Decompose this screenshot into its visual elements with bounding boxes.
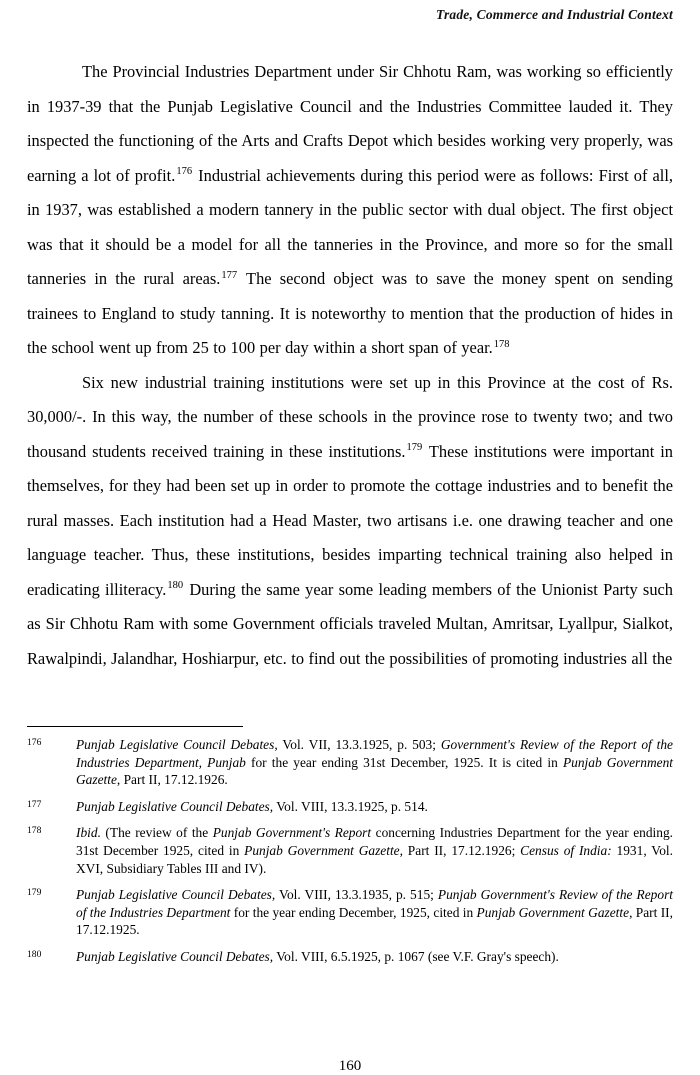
footnote-number: 178 (27, 825, 42, 837)
footnote-marker: 176 (176, 166, 193, 178)
footnote-item (27, 798, 673, 816)
footnote-list (27, 736, 673, 966)
footnote-text: Punjab Legislative Council Debates, Vol. VIII, 6.5.1925, p. 1067 (see V.F. Gray's speech). (76, 948, 559, 964)
cited-title: Census of India: (520, 842, 612, 858)
footnote-item (27, 948, 673, 966)
body-paragraph: Six new industrial training institutions were set up in this Province at the cost of Rs. 30,000/-. In this way, the number of these schools in the province rose to twenty two; and two thousand students received training in these institutions.$^{179}$ These institutions were important in themselves, for they had been set up in order to promote the cottage industries and to benefit the rural masses. Each institution had a Head Master, two artisans i.e. one drawing teacher and one language teacher. Thus, these institutions, besides imparting technical training also helped in eradicating illiteracy.$^{180}$ During the same year some leading members of the Unionist Party such as Sir Chhotu Ram with some Government officials traveled Multan, Amritsar, Lyallpur, Sialkot, Rawalpindi, Jalandhar, Hoshiarpur, etc. to find out the possibilities of promoting industries all the (27, 372, 674, 668)
footnote-text: Punjab Legislative Council Debates, Vol. VII, 13.3.1925, p. 503; Government's Review of the Report of the Industries Department, Punjab for the year ending 31st December, 1925. It is cited in Punjab Government Gazette, Part II, 17.12.1926. (76, 737, 673, 788)
cited-title: Punjab Government Gazette (76, 754, 673, 788)
cited-title: Punjab Government's Review of the Report of the Industries Department (76, 887, 673, 920)
cited-title: Government's Review of the Report of the Industries Department, Punjab (76, 737, 673, 770)
paragraph-list (27, 55, 673, 676)
footnote-number: 176 (27, 737, 42, 748)
footnote-separator-rule (27, 726, 243, 727)
body-paragraph: The Provincial Industries Department under Sir Chhotu Ram, was working so efficiently in 1937-39 that the Punjab Legislative Council and the Industries Committee lauded it. They inspected the functioning of the Arts and Crafts Depot which besides working very properly, was earning a lot of profit.$^{176}$ Industrial achievements during this period were as follows: First of all, in 1937, was established a modern tannery in the public sector with dual object. The first object was that it should be a model for all the tanneries in the Province, and more so for the small tanneries in the rural areas.$^{177}$ The second object was to save the money spent on sending trainees to England to study tanning. It is noteworthy to mention that the production of hides in the school went up from 25 to 100 per day within a short span of year.$^{178}$ (27, 62, 673, 357)
page-number: 160 (338, 1058, 362, 1074)
running-header: Trade, Commerce and Industrial Context (436, 7, 673, 22)
footnote-marker: 177 (221, 269, 238, 281)
footnote-item (27, 824, 673, 877)
cited-title: Punjab Government Gazette, (244, 842, 403, 858)
body-text-column (27, 55, 673, 676)
footnote-marker: 179 (406, 442, 423, 454)
footnote-number: 180 (27, 948, 42, 960)
cited-title: Punjab Government Gazette (476, 904, 630, 920)
footnote-marker: 178 (493, 338, 510, 350)
footnote-text: Ibid. (The review of the Punjab Government's Report concerning Industries Department for the year ending. 31st December 1925, cited in Punjab Government Gazette, Part II, 17.12.1926; Census of India: 1931, Vol. XVI, Subsidiary Tables III and IV). (76, 825, 674, 876)
cited-title: Punjab Government's Report (212, 825, 372, 841)
footnote-item (27, 886, 673, 939)
cited-title: Punjab Legislative Council Debates, (76, 798, 274, 814)
footnote-number: 177 (27, 798, 42, 810)
footnote-text: Punjab Legislative Council Debates, Vol. VIII, 13.3.1935, p. 515; Punjab Government's Review of the Report of the Industries Department for the year ending December, 1925, cited in Punjab Government Gazette, Part II, 17.12.1925. (76, 887, 673, 938)
footnote-marker: 180 (167, 580, 184, 592)
cited-title: Ibid. (76, 825, 101, 841)
footnote-section (27, 726, 673, 975)
cited-title: Punjab Legislative Council Debates, (76, 887, 276, 903)
footnote-text: Punjab Legislative Council Debates, Vol. VIII, 13.3.1925, p. 514. (76, 798, 428, 814)
footnote-item (27, 736, 673, 789)
footnote-number: 179 (27, 887, 42, 899)
cited-title: Punjab Legislative Council Debates (76, 737, 275, 752)
cited-title: Punjab Legislative Council Debates, (76, 948, 274, 964)
